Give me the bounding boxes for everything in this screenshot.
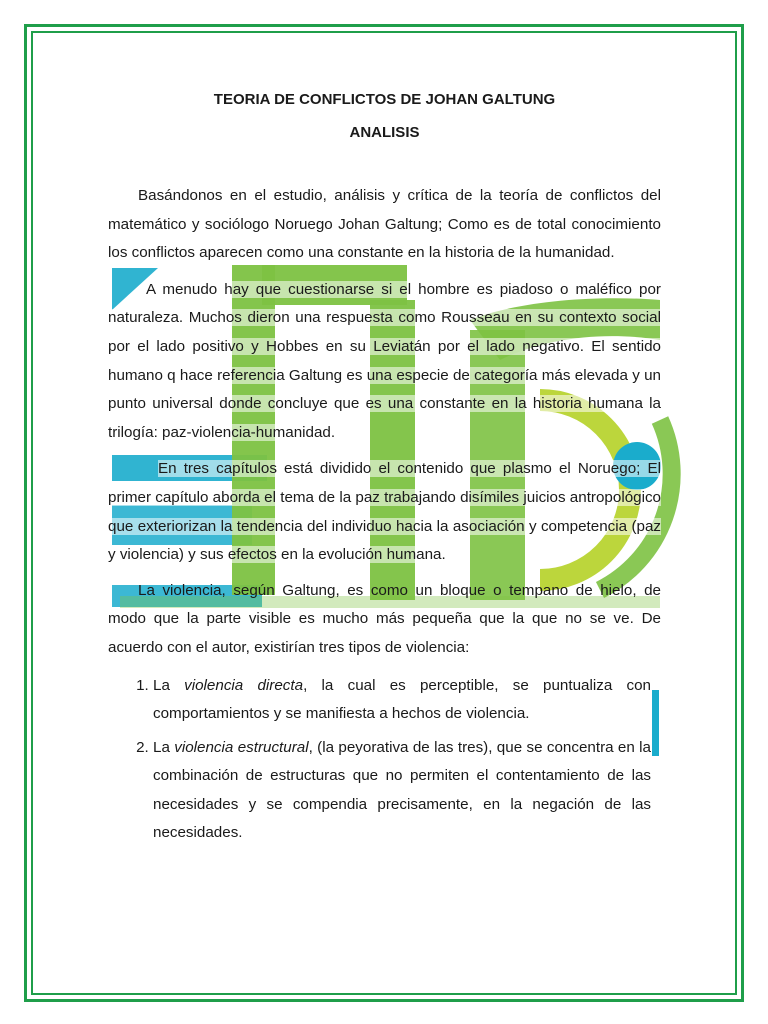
paragraph-1 xyxy=(108,182,661,268)
list-item-text: , (la peyorativa de las tres), que se concentra en la combinación de estructuras que no permiten el contentamiento de las necesidades y se compendia precisamente, en la negación de las necesidades. xyxy=(153,738,651,842)
list-item xyxy=(153,734,651,848)
list-item-prefix: La xyxy=(153,676,185,694)
paragraph-4 xyxy=(108,577,661,663)
list-item-term: violencia directa xyxy=(184,676,304,694)
paragraph-2 xyxy=(108,276,661,448)
list-item-prefix: La xyxy=(153,738,175,756)
document-body xyxy=(108,88,661,853)
document-subtitle: ANALISIS xyxy=(349,124,420,141)
violence-types-list xyxy=(108,672,651,849)
list-item xyxy=(153,672,651,729)
list-item-term: violencia estructural xyxy=(174,738,309,756)
paragraph-4-text: La violencia, según Galtung, es como un bloque o tempano de hielo, de modo que la parte visible es mucho más pequeña que la que no se ve. De acuerdo con el autor, existirían tres tipos de violencia: xyxy=(108,581,661,656)
paragraph-1-text: Basándonos en el estudio, análisis y crítica de la teoría de conflictos del matemático y sociólogo Noruego Johan Galtung; Como es de total conocimiento los conflictos aparecen como una constante en la historia de la humanidad. xyxy=(108,187,661,262)
list-item-text: , la cual es perceptible, se puntualiza con comportamientos y se manifiesta a hechos de violencia. xyxy=(153,676,652,723)
paragraph-2-text: A menudo hay que cuestionarse si el hombre es piadoso o maléfico por naturaleza. Muchos dieron una respuesta como Rousseau en su contexto social por el lado positivo y Hobbes en su Leviatán por el lado negativo. El sentido humano q hace referencia Galtung es una especie de categoría más elevada y un punto universal donde concluye que es una constante en la historia humana la trilogía: paz-violencia-humanidad. xyxy=(108,280,661,441)
paragraph-3 xyxy=(108,455,661,569)
document-title: TEORIA DE CONFLICTOS DE JOHAN GALTUNG xyxy=(213,91,556,108)
paragraph-3-text: En tres capítulos está dividido el contenido que plasmo el Noruego; El primer capítulo aborda el tema de la paz trabajando disímiles juicios antropológico que exteriorizan la tendencia del individuo hacia la asociación y competencia (paz y violencia) y sus efectos en la evolución humana. xyxy=(108,460,661,564)
